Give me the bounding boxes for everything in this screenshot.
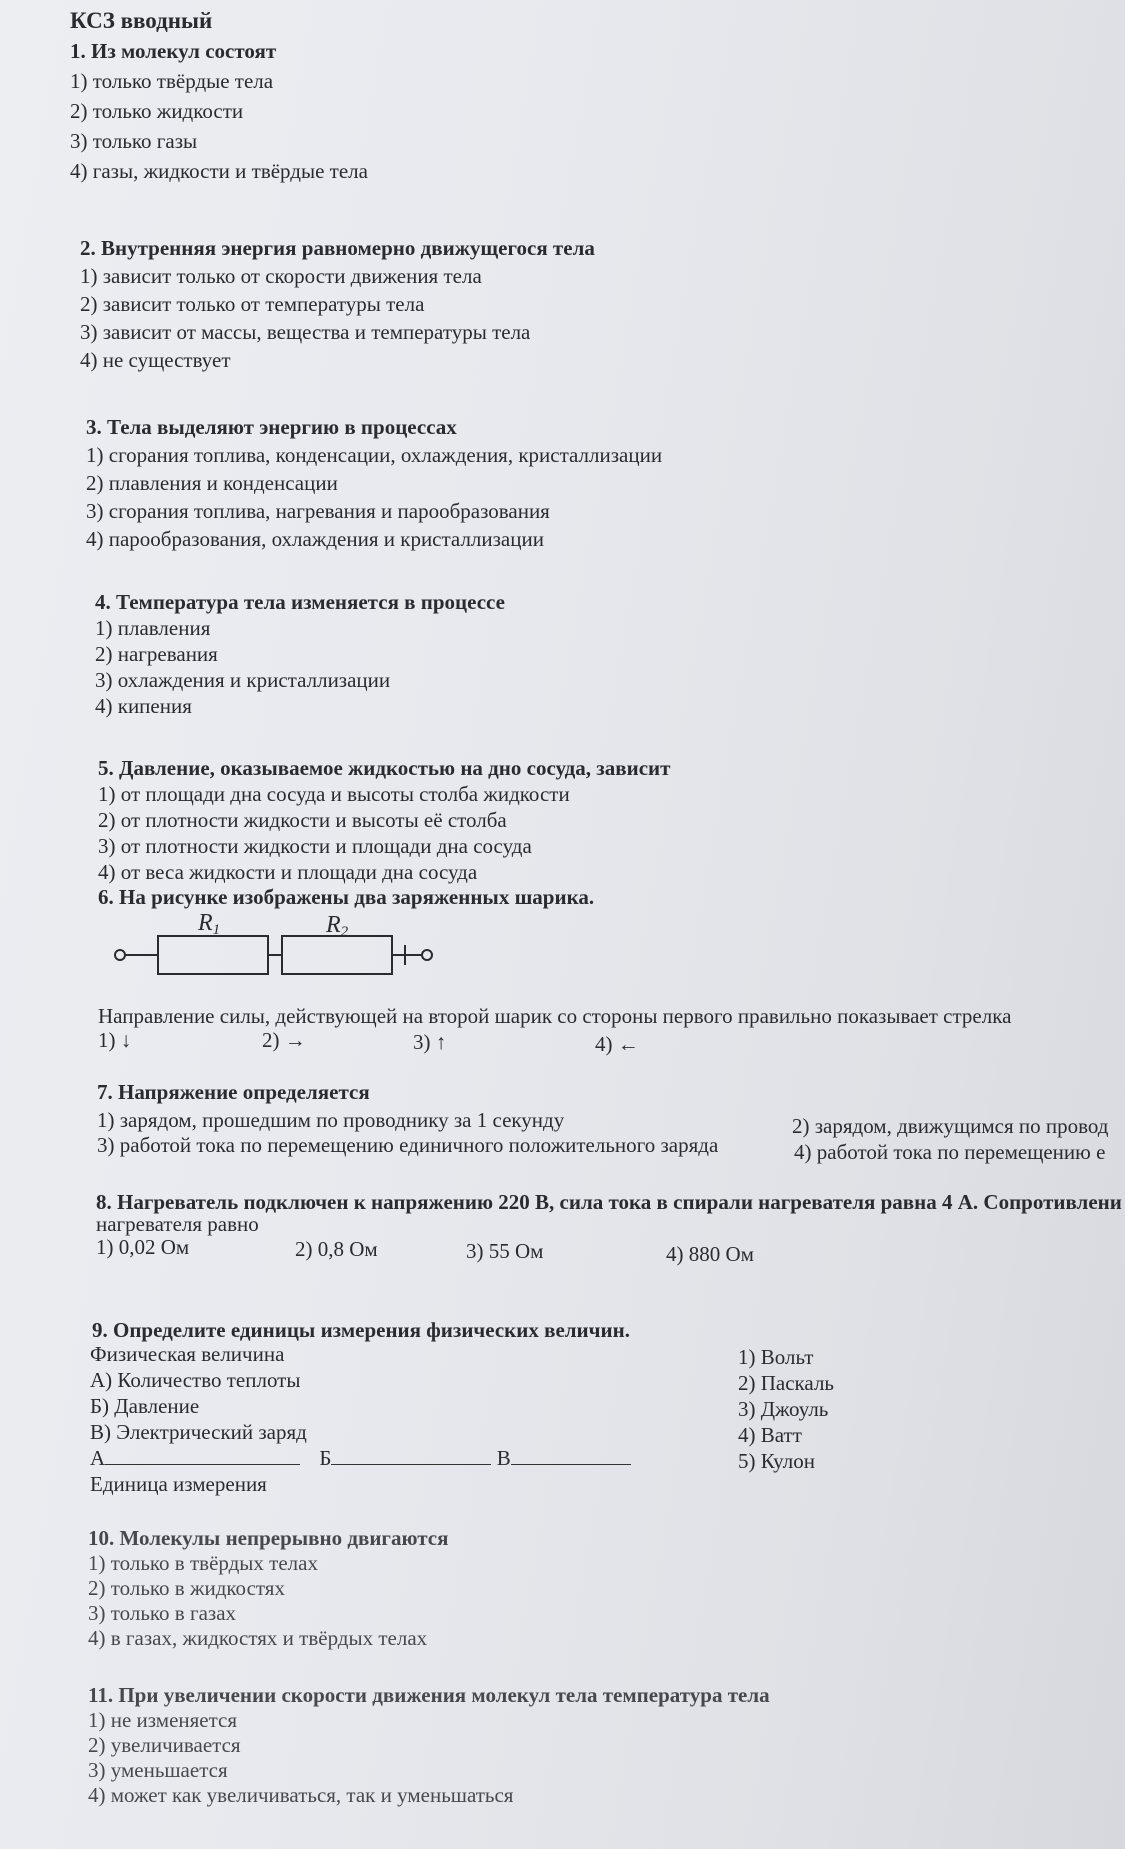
answer-option: 1) только твёрдые тела <box>70 69 274 93</box>
answer-option: 1) плавления <box>95 616 211 640</box>
blank-label-a: А <box>90 1446 106 1470</box>
resistor-circuit-diagram <box>110 908 440 983</box>
quantity-item: А) Количество теплоты <box>90 1368 301 1392</box>
answer-option: 4) может как увеличиваться, так и уменьшаться <box>88 1783 514 1807</box>
unit-option: 2) Паскаль <box>738 1371 834 1395</box>
quantity-item: В) Электрический заряд <box>90 1420 307 1444</box>
question-7-heading: 7. Напряжение определяется <box>97 1080 370 1104</box>
question-3 <box>86 414 662 552</box>
answer-option: 1) зависит только от скорости движения тела <box>80 264 482 288</box>
question-heading: 5. Давление, оказываемое жидкостью на дно сосуда, зависит <box>98 756 671 780</box>
answer-option: 3) сгорания топлива, нагревания и парообразования <box>86 499 550 523</box>
blank-label-b: Б <box>319 1446 332 1470</box>
page-title: КСЗ вводный <box>70 8 213 33</box>
answer-option: 4) газы, жидкости и твёрдые тела <box>70 159 368 183</box>
question-2 <box>80 235 595 373</box>
column-header-unit: Единица измерения <box>90 1472 267 1496</box>
answer-option: 4) кипения <box>95 694 192 718</box>
quantity-item: Б) Давление <box>90 1394 200 1418</box>
question-8-heading-cont: нагревателя равно <box>96 1212 259 1236</box>
unit-option: 3) Джоуль <box>738 1397 829 1421</box>
answer-option: 2) зарядом, движущимся по провод <box>792 1114 1109 1138</box>
answer-option: 1) сгорания топлива, конденсации, охлаждения, кристаллизации <box>86 443 663 467</box>
question-5 <box>98 755 670 885</box>
answer-option: 1) зарядом, прошедшим по проводнику за 1 секунду <box>97 1108 565 1132</box>
resistor-1-label: R1 <box>198 910 221 938</box>
answer-option: 3) только в газах <box>88 1601 237 1625</box>
answer-option: 3) зависит от массы, вещества и температуры тела <box>80 320 531 344</box>
answer-option: 2) только в жидкостях <box>88 1576 285 1600</box>
answer-option: 3) уменьшается <box>88 1758 228 1782</box>
answer-option: 2) только жидкости <box>70 99 244 123</box>
question-heading: 11. При увеличении скорости движения молекул тела температура тела <box>88 1683 770 1707</box>
question-4 <box>95 589 505 719</box>
answer-option: 1) только в твёрдых телах <box>88 1551 318 1575</box>
question-9-heading: 9. Определите единицы измерения физических величин. <box>92 1318 630 1342</box>
unit-option: 1) Вольт <box>738 1345 814 1369</box>
answer-blanks <box>90 1446 631 1471</box>
answer-option: 3) ↑ <box>413 1030 447 1054</box>
question-6-text: Направление силы, действующей на второй шарик со стороны первого правильно показывает стрелка <box>98 1004 1012 1028</box>
answer-option: 1) ↓ <box>98 1028 132 1052</box>
answer-option: 1) 0,02 Ом <box>96 1235 190 1259</box>
answer-option: 2) от плотности жидкости и высоты её столба <box>98 808 507 832</box>
column-header-quantity: Физическая величина <box>90 1342 285 1366</box>
answer-option: 2) 0,8 Ом <box>295 1237 378 1261</box>
answer-option: 2) плавления и конденсации <box>86 471 338 495</box>
question-heading: 10. Молекулы непрерывно двигаются <box>88 1526 449 1550</box>
units-list <box>738 1344 834 1474</box>
answer-option: 1) не изменяется <box>88 1708 238 1732</box>
question-heading: 4. Температура тела изменяется в процессе <box>95 590 505 614</box>
answer-option: 1) от площади дна сосуда и высоты столба жидкости <box>98 782 570 806</box>
question-heading: 3. Тела выделяют энергию в процессах <box>86 415 457 439</box>
question-10 <box>88 1526 449 1651</box>
question-heading: 6. На рисунке изображены два заряженных шарика. <box>98 885 595 909</box>
answer-option: 4) в газах, жидкостях и твёрдых телах <box>88 1626 428 1650</box>
unit-option: 5) Кулон <box>738 1449 815 1473</box>
answer-blank-c[interactable] <box>511 1446 631 1465</box>
answer-option: 3) охлаждения и кристаллизации <box>95 668 391 692</box>
unit-option: 4) Ватт <box>738 1423 802 1447</box>
answer-option: 4) 880 Ом <box>666 1242 754 1266</box>
answer-option: 3) только газы <box>70 129 198 153</box>
answer-option: 3) работой тока по перемещению единичного положительного заряда <box>97 1133 719 1157</box>
answer-option: 2) зависит только от температуры тела <box>80 292 425 316</box>
question-11 <box>88 1683 770 1808</box>
answer-option: 4) работой тока по перемещению е <box>794 1140 1106 1164</box>
answer-option: 3) от плотности жидкости и площади дна сосуда <box>98 834 532 858</box>
question-6-heading <box>98 884 594 910</box>
answer-option: 2) увеличивается <box>88 1733 241 1757</box>
resistor-2-label: R2 <box>326 912 349 940</box>
answer-option: 2) нагревания <box>95 642 218 666</box>
answer-option: 4) от веса жидкости и площади дна сосуда <box>98 860 478 884</box>
answer-option: 4) ← <box>595 1032 639 1056</box>
question-heading: 1. Из молекул состоят <box>70 39 277 63</box>
answer-option: 4) парообразования, охлаждения и кристаллизации <box>86 527 544 551</box>
answer-option: 3) 55 Ом <box>466 1239 544 1263</box>
answer-blank-a[interactable] <box>105 1446 300 1465</box>
answer-blank-b[interactable] <box>331 1446 491 1465</box>
blank-label-c: В <box>496 1446 511 1470</box>
question-1 <box>70 38 368 184</box>
question-8-heading: 8. Нагреватель подключен к напряжению 220 В, сила тока в спирали нагревателя равна 4 А. Сопротивлени <box>96 1190 1122 1214</box>
question-heading: 2. Внутренняя энергия равномерно движущегося тела <box>80 236 595 260</box>
answer-option: 4) не существует <box>80 348 231 372</box>
answer-option: 2) → <box>262 1028 306 1052</box>
